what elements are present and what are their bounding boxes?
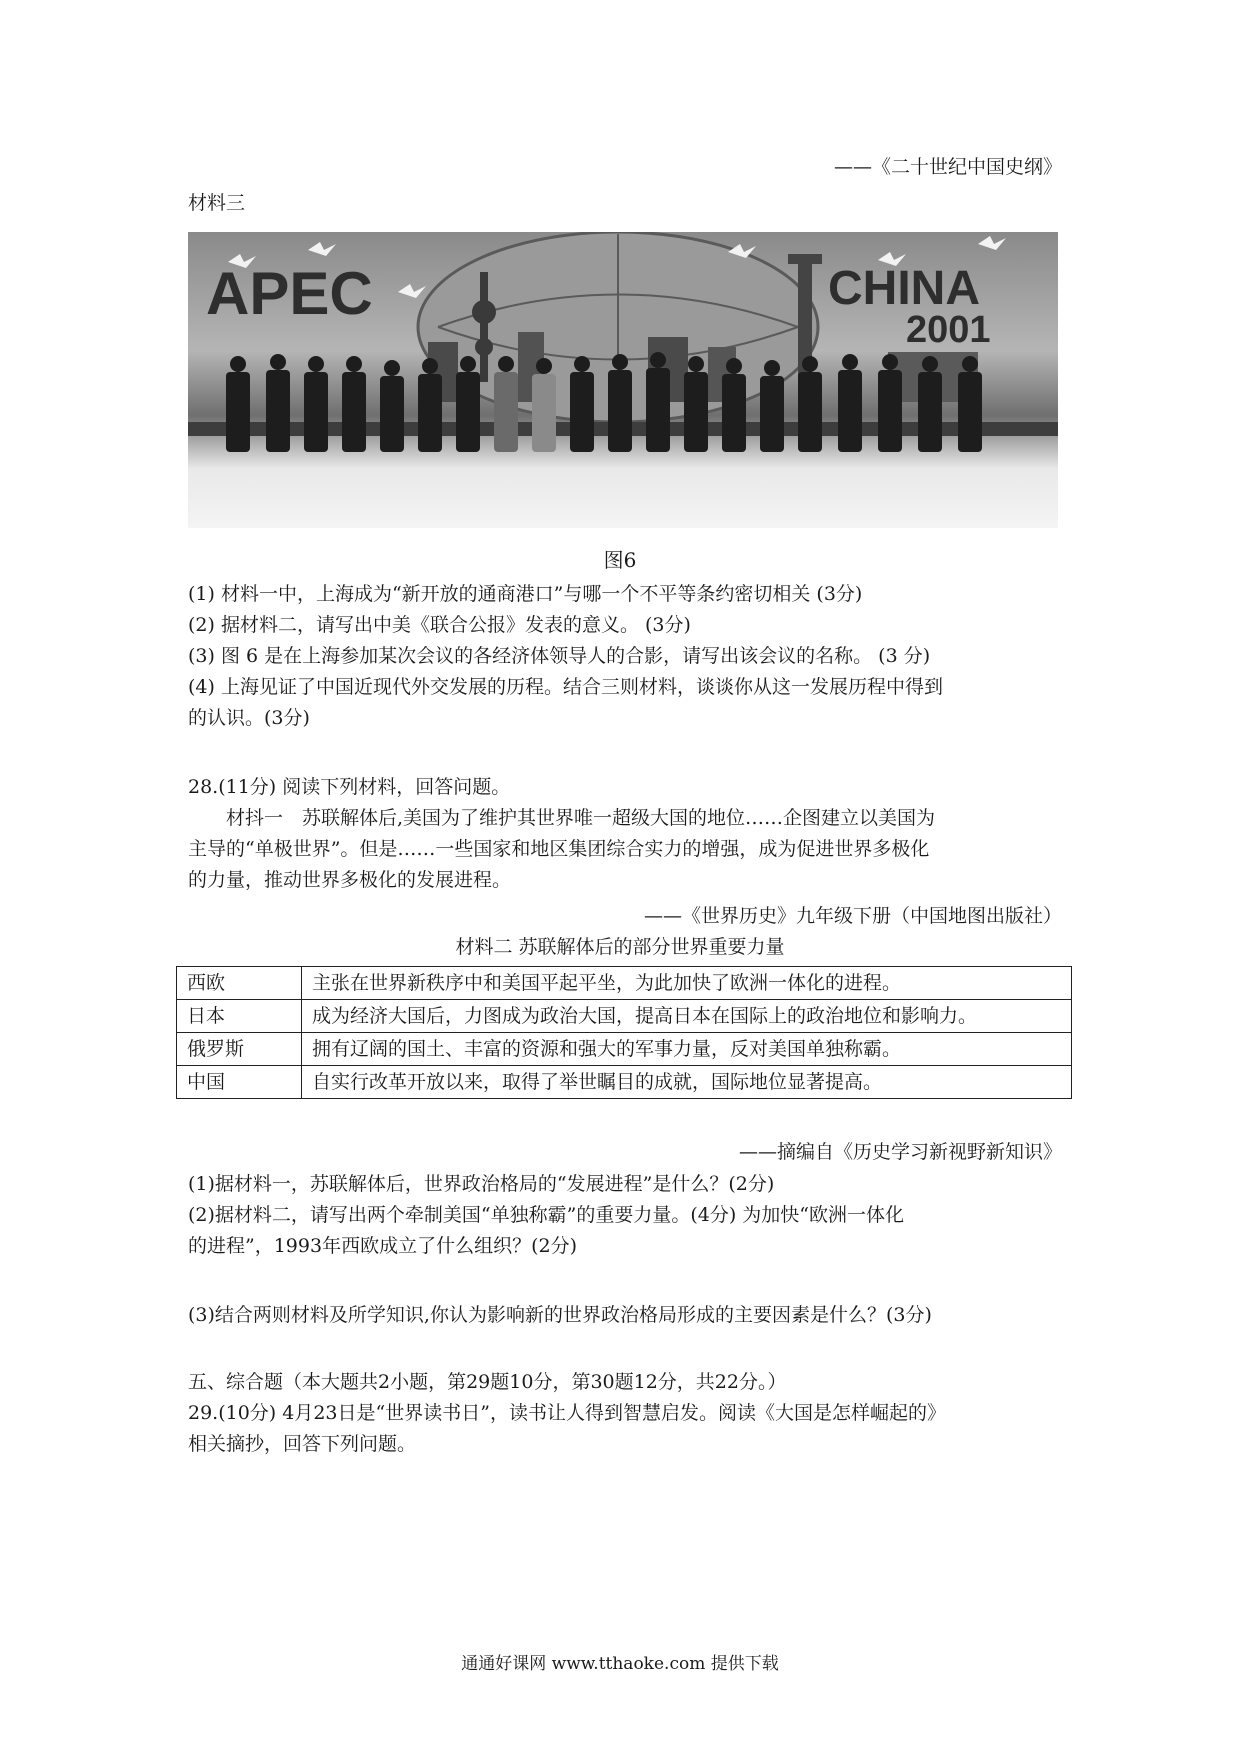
- q27-sub1: (1) 材料一中，上海成为“新开放的通商港口”与哪一个不平等条约密切相关 (3分): [188, 583, 863, 605]
- q29-line2: 相关摘抄，回答下列问题。: [188, 1433, 417, 1455]
- table-row: [177, 1066, 1072, 1099]
- table-cell-value: 拥有辽阔的国土、丰富的资源和强大的军事力量，反对美国单独称霸。: [302, 1033, 1072, 1066]
- photo-text-year: 2001: [906, 309, 991, 351]
- table-row: [177, 1033, 1072, 1066]
- table-cell-key: 俄罗斯: [177, 1033, 302, 1066]
- table-caption: 材料二 苏联解体后的部分世界重要力量: [455, 936, 785, 958]
- page-footer: 通通好课网 www.tthaoke.com 提供下载: [461, 1654, 779, 1674]
- q28-source2: ——摘编自《历史学习新视野新知识》: [738, 1141, 1062, 1163]
- photo-text-apec: APEC: [206, 260, 373, 327]
- photo-illustration: [188, 232, 1058, 528]
- table-cell-key: 日本: [177, 1000, 302, 1033]
- q28-material1-line2: 主导的“单极世界”。但是……一些国家和地区集团综合实力的增强，成为促进世界多极化: [188, 838, 930, 860]
- q27-sub4-cont: 的认识。(3分): [188, 707, 310, 729]
- q27-sub3: (3) 图 6 是在上海参加某次会议的各经济体领导人的合影，请写出该会议的名称。 (3 分): [188, 645, 931, 667]
- q28-header: 28.(11分) 阅读下列材料，回答问题。: [188, 776, 511, 798]
- q28-question2: (2)据材料二，请写出两个牵制美国“单独称霸”的重要力量。(4分) 为加快“欧洲一体化: [188, 1204, 905, 1226]
- q27-sub4: (4) 上海见证了中国近现代外交发展的历程。结合三则材料，谈谈你从这一发展历程中得到: [188, 676, 943, 698]
- table-row: [177, 1000, 1072, 1033]
- figure-caption: 图6: [603, 548, 637, 572]
- q28-material1-line1: 材抖一 苏联解体后,美国为了维护其世界唯一超级大国的地位……企图建立以美国为: [226, 807, 936, 829]
- section5-header: 五、综合题（本大题共2小题，第29题10分，第30题12分，共22分。）: [188, 1371, 787, 1393]
- table-cell-value: 主张在世界新秩序中和美国平起平坐，为此加快了欧洲一体化的进程。: [302, 967, 1072, 1000]
- q28-question3: (3)结合两则材料及所学知识,你认为影响新的世界政治格局形成的主要因素是什么？(3分): [188, 1304, 932, 1326]
- q29-line1: 29.(10分) 4月23日是“世界读书日”，读书让人得到智慧启发。阅读《大国是怎样崛起的》: [188, 1402, 946, 1424]
- q28-source1: ——《世界历史》九年级下册（中国地图出版社）: [643, 905, 1062, 927]
- q28-question2-cont: 的进程”，1993年西欧成立了什么组织？(2分): [188, 1235, 577, 1257]
- table-cell-key: 西欧: [177, 967, 302, 1000]
- table-cell-key: 中国: [177, 1066, 302, 1099]
- source-citation: ——《二十世纪中国史纲》: [833, 156, 1062, 178]
- material-label: 材料三: [188, 192, 246, 214]
- apec-group-photo: [188, 232, 1058, 528]
- photo-text-china: CHINA: [828, 262, 980, 315]
- world-forces-table: [176, 966, 1072, 1099]
- q28-question1: (1)据材料一，苏联解体后，世界政治格局的“发展进程”是什么？(2分): [188, 1173, 775, 1195]
- q27-sub2: (2) 据材料二，请写出中美《联合公报》发表的意义。 (3分): [188, 614, 691, 636]
- table-cell-value: 自实行改革开放以来，取得了举世瞩目的成就，国际地位显著提高。: [302, 1066, 1072, 1099]
- table-cell-value: 成为经济大国后，力图成为政治大国，提高日本在国际上的政治地位和影响力。: [302, 1000, 1072, 1033]
- table-row: [177, 967, 1072, 1000]
- q28-material1-line3: 的力量，推动世界多极化的发展进程。: [188, 869, 512, 891]
